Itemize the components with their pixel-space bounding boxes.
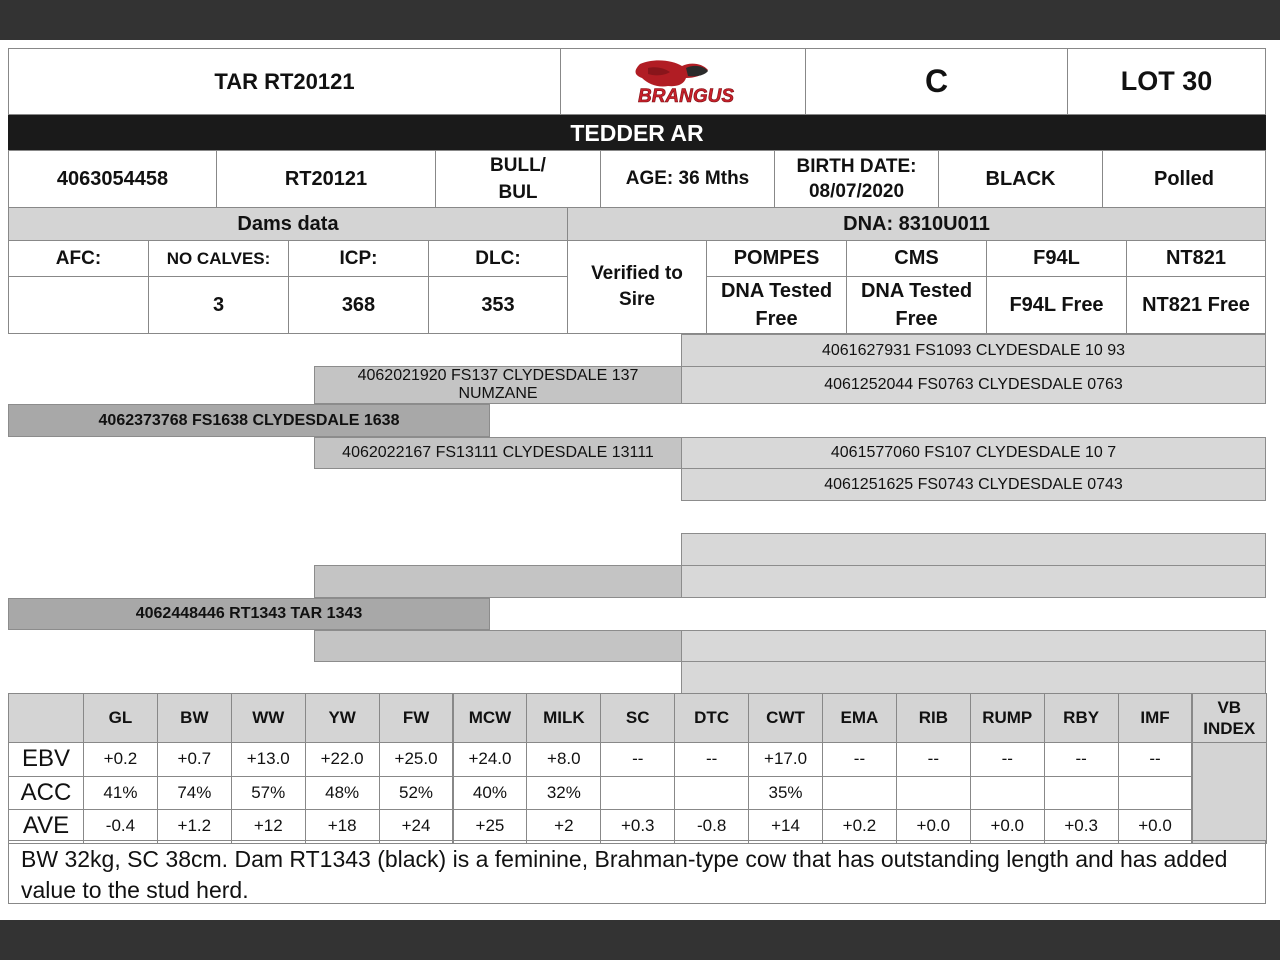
ebv-header-ema [822,693,897,743]
no-calves-value-text: 3 [212,293,225,316]
ebv-cell-text: 57% [251,782,286,802]
ebv-header-rump-text: RUMP [982,708,1033,727]
f94l-label-text: F94L [1033,247,1080,269]
ebv-header-milk [526,693,601,743]
ebv-cell-text: +0.0 [990,816,1025,836]
ebv-row-label-ebv-text: EBV [21,745,71,773]
ebv-header-fw [379,693,454,743]
no-calves-label-text: NO CALVES: [166,248,271,268]
cms-result [846,276,987,334]
ebv-cell [1044,742,1119,777]
ebv-cell-text: 74% [177,782,212,802]
ebv-header-ww-text: WW [252,708,285,727]
nt821-label [1126,240,1266,277]
horn-status-text: Polled [1153,167,1214,190]
age [600,150,775,208]
ebv-cell [674,742,749,777]
ebv-cell-text: +8.0 [547,749,581,769]
ebv-cell-text: +25.0 [394,749,438,769]
svg-text:BRANGUS: BRANGUS [637,85,735,107]
pedigree-sire-sire [314,366,682,404]
f94l-label [986,240,1127,277]
ebv-cell [822,809,897,844]
ebv-cell-text: +0.7 [177,749,212,769]
f94l-result [986,276,1127,334]
ebv-header-rib-text: RIB [918,708,948,727]
ebv-cell-text: -- [705,749,718,769]
dams-data-title [8,207,568,241]
ebv-cell [305,809,380,844]
ebv-header-rby-text: RBY [1063,708,1100,727]
ebv-header-dtc [674,693,749,743]
ebv-row-label-ave-text: AVE [22,812,70,840]
ebv-cell [674,776,749,811]
ebv-header-imf [1118,693,1193,743]
animal-id-text: TAR RT20121 [214,68,355,94]
ebv-cell-text: 40% [472,782,507,802]
f94l-result-text: F94L Free [1009,293,1104,316]
ebv-cell [1118,742,1193,777]
ebv-cell [83,776,158,811]
ebv-cell-text: +13.0 [246,749,290,769]
birth-date-value: 08/07/2020 [808,181,905,202]
ebv-cell-text: +12 [253,816,283,836]
icp-label [288,240,429,277]
cms-result-text: DNA Tested Free [860,280,973,330]
pedigree-sire-text: 4062373768 FS1638 CLYDESDALE 1638 [98,411,400,429]
ebv-header-ww [231,693,306,743]
ebv-cell-text: 32% [546,782,581,802]
ebv-cell-text: 48% [325,782,360,802]
pedigree-sire [8,404,490,437]
ebv-cell [600,809,675,844]
verified-to-sire-text: Verified to Sire [591,263,683,310]
ebv-cell [748,776,823,811]
animal-id [8,48,561,115]
ebv-cell [970,809,1045,844]
ebv-cell [822,742,897,777]
dlc-value-text: 353 [481,293,515,316]
ebv-cell [1044,776,1119,811]
ebv-cell [453,742,528,777]
colour [938,150,1103,208]
ebv-cell [896,809,971,844]
ebv-cell [157,742,232,777]
vb-index-header [1192,693,1268,743]
ebv-cell-text: -- [1149,749,1161,769]
pedigree-dam-dam [314,630,682,662]
ebv-cell [970,776,1045,811]
pedigree-sire-sire-dam-text: 4061252044 FS0763 CLYDESDALE 0763 [824,376,1123,393]
pompes-label [706,240,847,277]
pedigree-sire-sire-dam [681,366,1266,404]
ebv-cell-text: +24.0 [468,749,512,769]
ebv-cell-text: -- [927,749,939,769]
ebv-cell-text: +14 [771,816,800,836]
ebv-cell-text: +0.2 [103,749,138,769]
ebv-header-gl [83,693,158,743]
vb-index-header-text: VB INDEX [1203,698,1256,738]
ebv-header-gl-text: GL [108,708,133,727]
pedigree-sire-sire-text: 4062021920 FS137 CLYDESDALE 137 NUMZANE [357,367,639,402]
icp-label-text: ICP: [339,247,378,269]
no-calves-value [148,276,289,334]
ebv-row-label-ave [8,809,84,844]
no-calves-label [148,240,289,277]
ebv-cell-text: +22.0 [320,749,364,769]
ebv-cell-text: +1.2 [177,816,212,836]
pedigree-sire-dam-sire [681,437,1266,469]
ebv-header-cwt-text: CWT [766,708,805,727]
ebv-cell [1044,809,1119,844]
ebv-cell [83,742,158,777]
ebv-cell-text: +0.3 [620,816,655,836]
pedigree-dam-sire-dam [681,565,1266,598]
ebv-cell-text: +24 [401,816,431,836]
nt821-result-text: NT821 Free [1142,293,1250,316]
ebv-cell-text: 41% [103,782,138,802]
ebv-cell [231,742,306,777]
pedigree-dam-dam-sire [681,630,1266,662]
pedigree-sire-dam [314,437,682,469]
ebv-cell-text: 52% [399,782,434,802]
ebv-row-label-acc [8,776,84,811]
ebv-header-rby [1044,693,1119,743]
ebv-header-yw [305,693,380,743]
afc-label-text: AFC: [55,247,102,269]
dlc-label [428,240,568,277]
bottom-frame-bar [0,920,1280,960]
ebv-header-ema-text: EMA [840,708,879,727]
ebv-cell [379,776,454,811]
cms-label [846,240,987,277]
ebv-cell [748,809,823,844]
age-text: AGE: 36 Mths [625,168,750,189]
vb-index-value [1192,742,1268,844]
brangus-logo [560,48,806,115]
animal-name: TEDDER AR [570,119,704,146]
pedigree-dam-dam-dam [681,661,1266,694]
ebv-cell-text: +0.2 [842,816,877,836]
ebv-cell-text: +0.0 [916,816,951,836]
pompes-result [706,276,847,334]
lot-number-text: LOT 30 [1120,66,1213,96]
top-frame-bar [0,0,1280,40]
ebv-header-mcw-text: MCW [468,708,512,727]
ebv-cell [674,809,749,844]
dlc-label-text: DLC: [475,247,521,269]
ebv-header-imf-text: IMF [1140,708,1170,727]
animal-class [805,48,1068,115]
dlc-value [428,276,568,334]
pedigree-sire-dam-dam-text: 4061251625 FS0743 CLYDESDALE 0743 [824,475,1123,493]
pedigree-sire-dam-text: 4062022167 FS13111 CLYDESDALE 13111 [342,444,654,461]
ebv-cell [157,809,232,844]
ebv-header-milk-text: MILK [543,708,585,727]
ebv-header-sc-text: SC [625,708,650,727]
ebv-cell [379,809,454,844]
ebv-cell [453,776,528,811]
colour-text: BLACK [985,167,1056,190]
lot-number [1067,48,1266,115]
ebv-header-dtc-text: DTC [694,708,730,727]
pedigree-sire-dam-sire-text: 4061577060 FS107 CLYDESDALE 10 7 [830,444,1117,461]
ebv-cell-text: +25 [475,816,505,836]
ebv-cell-text: +18 [327,816,357,836]
ebv-header-rump [970,693,1045,743]
bull-logo-icon [598,54,768,110]
ebv-header-bw-text: BW [180,708,209,727]
ebv-cell [231,776,306,811]
pompes-label-text: POMPES [733,247,820,269]
pedigree-sire-sire-sire [681,334,1266,367]
animal-name-bar [8,115,1266,151]
pedigree-sire-sire-sire-text: 4061627931 FS1093 CLYDESDALE 10 93 [821,341,1126,359]
birth-date [774,150,939,208]
ebv-header-bw [157,693,232,743]
ebv-header-fw-text: FW [402,708,430,727]
comment-box [8,840,1266,904]
ebv-cell [600,776,675,811]
pedigree-dam [8,598,490,630]
registration-number [8,150,217,208]
verified-to-sire [567,240,707,334]
cms-label-text: CMS [894,247,939,269]
ebv-cell-text: +2 [554,816,574,836]
dna-title [567,207,1266,241]
ebv-cell-text: -- [632,749,644,769]
afc-value [8,276,149,334]
ebv-cell [1118,809,1193,844]
ebv-cell-text: +17.0 [764,749,808,769]
ebv-cell [748,742,823,777]
ebv-cell [305,776,380,811]
ebv-table [8,693,1266,841]
ebv-cell-text: -- [1001,749,1013,769]
ebv-header-rib [896,693,971,743]
ebv-header-mcw [453,693,528,743]
tag-number [216,150,436,208]
sex [435,150,601,208]
icp-value-text: 368 [341,293,376,316]
ebv-cell [1118,776,1193,811]
ebv-row-label-ebv [8,742,84,777]
pedigree-dam-text: 4062448446 RT1343 TAR 1343 [135,605,363,622]
ebv-cell-text: 35% [768,782,803,802]
afc-label [8,240,149,277]
nt821-label-text: NT821 [1165,247,1227,269]
ebv-cell-text: -0.4 [105,816,136,836]
ebv-cell [822,776,897,811]
ebv-header-sc [600,693,675,743]
dna-title-text: DNA: 8310U011 [843,212,990,235]
pedigree-dam-sire [314,565,682,598]
ebv-header-corner [8,693,84,743]
ebv-cell [379,742,454,777]
ebv-cell [600,742,675,777]
ebv-cell-text: -- [853,749,866,769]
ebv-cell [453,809,528,844]
horn-status [1102,150,1266,208]
ebv-cell [157,776,232,811]
ebv-cell-text: +0.0 [1138,816,1172,836]
ebv-cell-text: -0.8 [696,816,727,836]
ebv-cell [526,809,601,844]
tag-number-text: RT20121 [284,167,368,190]
ebv-cell [526,742,601,777]
pompes-result-text: DNA Tested Free [720,280,833,330]
registration-number-text: 4063054458 [56,167,169,190]
ebv-cell [305,742,380,777]
pedigree-dam-sire-sire [681,533,1266,566]
ebv-row-label-acc-text: ACC [20,778,72,806]
nt821-result [1126,276,1266,334]
ebv-cell [896,742,971,777]
sex-text: BULL/ BUL [490,155,546,203]
ebv-header-yw-text: YW [328,708,356,727]
dams-data-title-text: Dams data [237,212,339,235]
ebv-cell [970,742,1045,777]
animal-class-text: C [924,63,949,99]
ebv-cell-text: -- [1075,749,1087,769]
icp-value [288,276,429,334]
ebv-cell [526,776,601,811]
ebv-cell [231,809,306,844]
ebv-header-cwt [748,693,823,743]
ebv-cell [83,809,158,844]
birth-date-label: BIRTH DATE: [796,156,917,177]
comment-text: BW 32kg, SC 38cm. Dam RT1343 (black) is a feminine, Brahman-type cow that has outstanding length and has added value to the stud herd. [21,846,1228,903]
ebv-cell [896,776,971,811]
pedigree-sire-dam-dam [681,468,1266,501]
ebv-cell-text: +0.3 [1064,816,1098,836]
